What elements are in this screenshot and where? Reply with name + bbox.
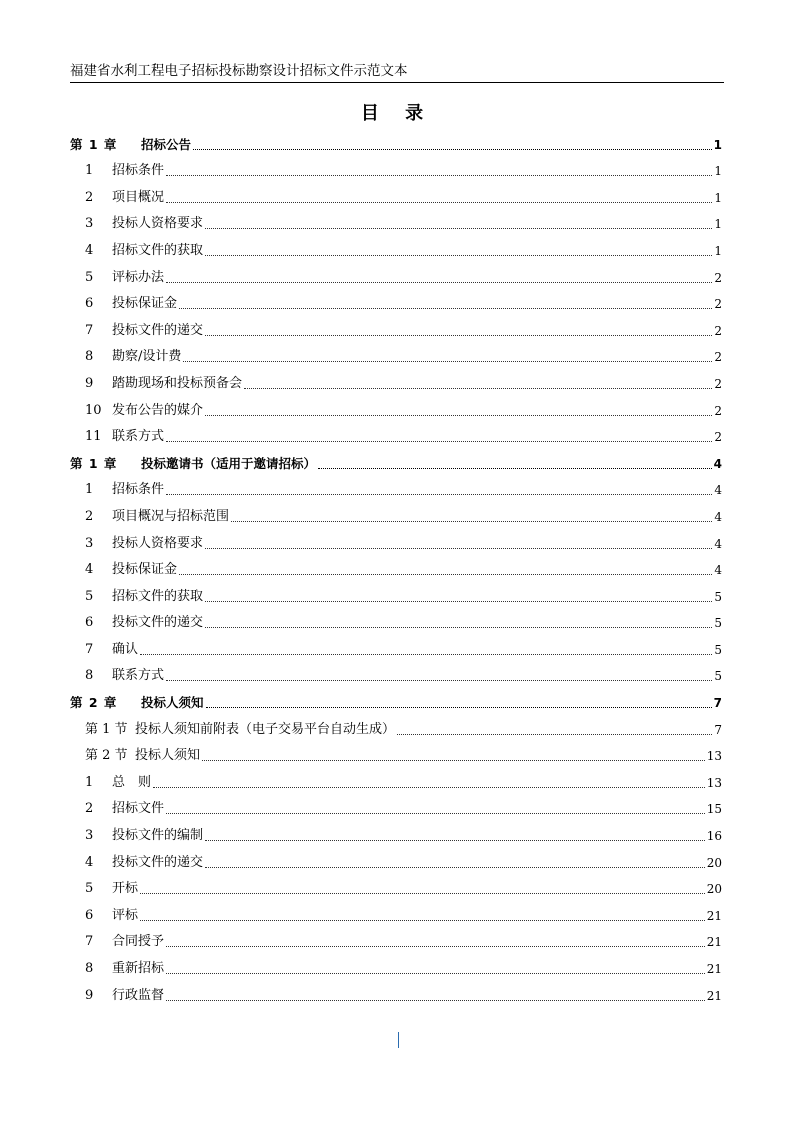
toc-entry-label: 勘察/设计费 xyxy=(112,349,182,365)
toc-entry-number: 5 xyxy=(85,588,94,604)
dot-leader xyxy=(140,654,712,655)
toc-entry-number: 7 xyxy=(85,934,94,950)
toc-entry-page: 2 xyxy=(714,350,722,365)
toc-entry-label: 行政监督 xyxy=(112,987,165,1003)
toc-section[interactable] xyxy=(70,711,722,738)
dot-leader xyxy=(166,494,712,495)
toc-item[interactable] xyxy=(70,924,722,951)
toc-item[interactable] xyxy=(70,977,722,1004)
toc-entry-label: 项目概况与招标范围 xyxy=(112,508,230,524)
toc-title: 目 录 xyxy=(360,103,434,124)
toc-entry-number: 1 xyxy=(85,774,94,790)
toc-item[interactable] xyxy=(70,259,722,286)
toc-entry-page: 4 xyxy=(714,536,722,551)
toc-entry-label: 投标邀请书（适用于邀请招标） xyxy=(141,455,317,471)
dot-leader xyxy=(153,787,705,788)
toc-item[interactable] xyxy=(70,206,722,233)
toc-entry-label: 开标 xyxy=(112,881,139,897)
toc-entry-label: 投标人须知 xyxy=(141,695,204,711)
dot-leader xyxy=(231,521,712,522)
toc-item[interactable] xyxy=(70,844,722,871)
toc-entry-label: 招标公告 xyxy=(141,136,192,152)
toc-entry-page: 13 xyxy=(706,775,722,790)
toc-item[interactable] xyxy=(70,232,722,259)
toc-entry-page: 13 xyxy=(706,749,722,764)
toc-entry-page: 20 xyxy=(706,855,722,870)
dot-leader xyxy=(205,335,712,336)
dot-leader xyxy=(166,282,712,283)
toc-entry-number: 5 xyxy=(85,881,94,897)
toc-item[interactable] xyxy=(70,578,722,605)
toc-entry-label: 投标人须知 xyxy=(135,748,201,764)
toc-entry-label: 投标文件的递交 xyxy=(112,615,204,631)
dot-leader xyxy=(183,361,712,362)
toc-entry-label: 招标文件的获取 xyxy=(112,588,204,604)
toc-entry-label: 投标保证金 xyxy=(112,562,178,578)
toc-item[interactable] xyxy=(70,472,722,499)
toc-entry-number: 6 xyxy=(85,907,94,923)
toc-entry-page: 15 xyxy=(706,802,722,817)
dot-leader xyxy=(166,202,712,203)
toc-entry-page: 4 xyxy=(714,483,722,498)
text-cursor xyxy=(398,1032,399,1048)
toc-entry-label: 重新招标 xyxy=(112,961,165,976)
toc-chapter[interactable] xyxy=(70,445,722,472)
toc-entry-number: 9 xyxy=(85,375,94,391)
dot-leader xyxy=(166,680,712,681)
toc-entry-number: 8 xyxy=(85,349,94,365)
toc-item[interactable] xyxy=(70,525,722,552)
dot-leader xyxy=(140,920,705,921)
toc-entry-number: 7 xyxy=(85,322,94,338)
dot-leader xyxy=(179,574,712,575)
dot-leader xyxy=(205,840,705,841)
toc-entry-page: 21 xyxy=(706,962,722,976)
toc-entry-number: 7 xyxy=(85,641,94,657)
toc-entry-label: 联系方式 xyxy=(112,429,165,445)
toc-entry-page: 16 xyxy=(706,829,722,844)
toc-entry-number: 4 xyxy=(85,854,94,870)
toc-entry-label: 踏勘现场和投标预备会 xyxy=(112,375,243,391)
toc-entry-number: 1 xyxy=(85,482,94,498)
dot-leader xyxy=(397,734,712,735)
toc-entry-number: 8 xyxy=(85,961,94,976)
dot-leader xyxy=(205,255,712,256)
dot-leader xyxy=(193,149,712,150)
toc-entry-label: 投标文件的递交 xyxy=(112,854,204,870)
toc-entry-page: 1 xyxy=(714,243,722,258)
toc-entry-label: 评标办法 xyxy=(112,269,165,285)
toc-entry-page: 21 xyxy=(706,935,722,950)
toc-entry-page: 4 xyxy=(714,563,722,578)
toc-entry-number: 9 xyxy=(85,987,94,1003)
dot-leader xyxy=(166,813,705,814)
toc-entry-page: 5 xyxy=(714,616,722,631)
toc-entry-page: 21 xyxy=(706,988,722,1003)
toc-item[interactable] xyxy=(70,419,722,446)
toc-item[interactable] xyxy=(70,631,722,658)
toc-entry-number: 4 xyxy=(85,242,94,258)
toc-entry-number: 3 xyxy=(85,828,94,844)
toc-item[interactable] xyxy=(70,339,722,366)
toc-item[interactable] xyxy=(70,605,722,632)
toc-item[interactable] xyxy=(70,153,722,180)
toc-item[interactable] xyxy=(70,552,722,579)
toc-entry-label: 投标人须知前附表（电子交易平台自动生成） xyxy=(135,721,396,737)
toc-entry-label: 确认 xyxy=(112,641,139,657)
table-of-contents xyxy=(70,126,722,1004)
toc-item[interactable] xyxy=(70,498,722,525)
dot-leader xyxy=(205,228,712,229)
toc-entry-page: 20 xyxy=(706,882,722,897)
toc-entry-number: 第 2 章 xyxy=(70,695,117,711)
toc-entry-number: 2 xyxy=(85,801,94,817)
toc-chapter[interactable] xyxy=(70,684,722,711)
toc-entry-page: 2 xyxy=(714,430,722,445)
toc-entry-page: 2 xyxy=(714,297,722,312)
toc-entry-page: 2 xyxy=(714,323,722,338)
dot-leader xyxy=(318,468,712,469)
toc-item[interactable] xyxy=(70,658,722,685)
dot-leader xyxy=(205,415,712,416)
toc-entry-number: 2 xyxy=(85,189,94,205)
toc-entry-number: 3 xyxy=(85,216,94,232)
dot-leader xyxy=(244,388,712,389)
dot-leader xyxy=(140,893,705,894)
toc-entry-label: 合同授予 xyxy=(112,934,165,950)
toc-entry-page: 1 xyxy=(714,164,722,179)
toc-entry-number: 3 xyxy=(85,535,94,551)
dot-leader xyxy=(205,867,705,868)
toc-item[interactable] xyxy=(70,365,722,392)
toc-item[interactable] xyxy=(70,312,722,339)
toc-entry-number: 6 xyxy=(85,296,94,312)
toc-entry-label: 招标条件 xyxy=(112,163,165,179)
toc-entry-number: 第 1 节 xyxy=(85,721,128,737)
toc-entry-label: 招标文件 xyxy=(112,801,165,817)
toc-item[interactable] xyxy=(70,286,722,313)
toc-entry-number: 5 xyxy=(85,269,94,285)
toc-entry-number: 10 xyxy=(85,402,102,418)
dot-leader xyxy=(205,627,712,628)
toc-entry-page: 2 xyxy=(714,270,722,285)
dot-leader xyxy=(166,973,705,974)
toc-entry-number: 第 1 章 xyxy=(70,136,117,152)
dot-leader xyxy=(205,601,712,602)
dot-leader xyxy=(166,946,705,947)
toc-entry-page: 1 xyxy=(714,217,722,232)
toc-item[interactable] xyxy=(70,392,722,419)
toc-entry-page: 5 xyxy=(714,589,722,604)
dot-leader xyxy=(202,760,705,761)
toc-entry-page: 7 xyxy=(714,722,722,737)
toc-item[interactable] xyxy=(70,817,722,844)
toc-entry-label: 投标保证金 xyxy=(112,296,178,312)
toc-entry-number: 6 xyxy=(85,615,94,631)
toc-entry-number: 第 2 节 xyxy=(85,748,128,764)
toc-entry-page: 7 xyxy=(713,696,722,711)
toc-entry-number: 11 xyxy=(85,429,102,445)
toc-item[interactable] xyxy=(70,897,722,924)
toc-entry-page: 2 xyxy=(714,376,722,391)
toc-entry-number: 第 1 章 xyxy=(70,455,117,471)
toc-item[interactable] xyxy=(70,871,722,898)
toc-entry-page: 21 xyxy=(706,908,722,923)
toc-item[interactable] xyxy=(70,179,722,206)
toc-entry-page: 2 xyxy=(714,403,722,418)
toc-entry-number: 2 xyxy=(85,508,94,524)
dot-leader xyxy=(206,707,712,708)
toc-entry-label: 招标条件 xyxy=(112,482,165,498)
toc-entry-label: 总 则 xyxy=(112,774,152,790)
toc-entry-page: 5 xyxy=(714,642,722,657)
toc-entry-label: 发布公告的媒介 xyxy=(112,402,204,418)
toc-entry-page: 4 xyxy=(713,456,722,471)
toc-entry-label: 项目概况 xyxy=(112,189,165,205)
dot-leader xyxy=(166,441,712,442)
toc-entry-label: 投标人资格要求 xyxy=(112,535,204,551)
toc-entry-number: 1 xyxy=(85,163,94,179)
toc-item[interactable] xyxy=(70,764,722,791)
toc-item[interactable] xyxy=(70,791,722,818)
toc-entry-number: 8 xyxy=(85,668,94,684)
toc-entry-label: 投标文件的递交 xyxy=(112,322,204,338)
dot-leader xyxy=(205,548,712,549)
toc-entry-label: 联系方式 xyxy=(112,668,165,684)
toc-item[interactable] xyxy=(70,950,722,977)
dot-leader xyxy=(166,175,712,176)
toc-entry-page: 4 xyxy=(714,509,722,524)
dot-leader xyxy=(166,1000,705,1001)
toc-entry-label: 投标人资格要求 xyxy=(112,216,204,232)
toc-entry-page: 1 xyxy=(713,137,722,152)
toc-section[interactable] xyxy=(70,738,722,765)
toc-entry-label: 投标文件的编制 xyxy=(112,828,204,844)
toc-entry-label: 招标文件的获取 xyxy=(112,242,204,258)
toc-entry-label: 评标 xyxy=(112,907,139,923)
dot-leader xyxy=(179,308,712,309)
toc-chapter[interactable] xyxy=(70,126,722,153)
toc-entry-page: 1 xyxy=(714,190,722,205)
header-rule xyxy=(70,82,724,83)
toc-entry-page: 5 xyxy=(714,669,722,684)
toc-entry-number: 4 xyxy=(85,562,94,578)
page-header: 福建省水利工程电子招标投标勘察设计招标文件示范文本 xyxy=(70,63,408,79)
